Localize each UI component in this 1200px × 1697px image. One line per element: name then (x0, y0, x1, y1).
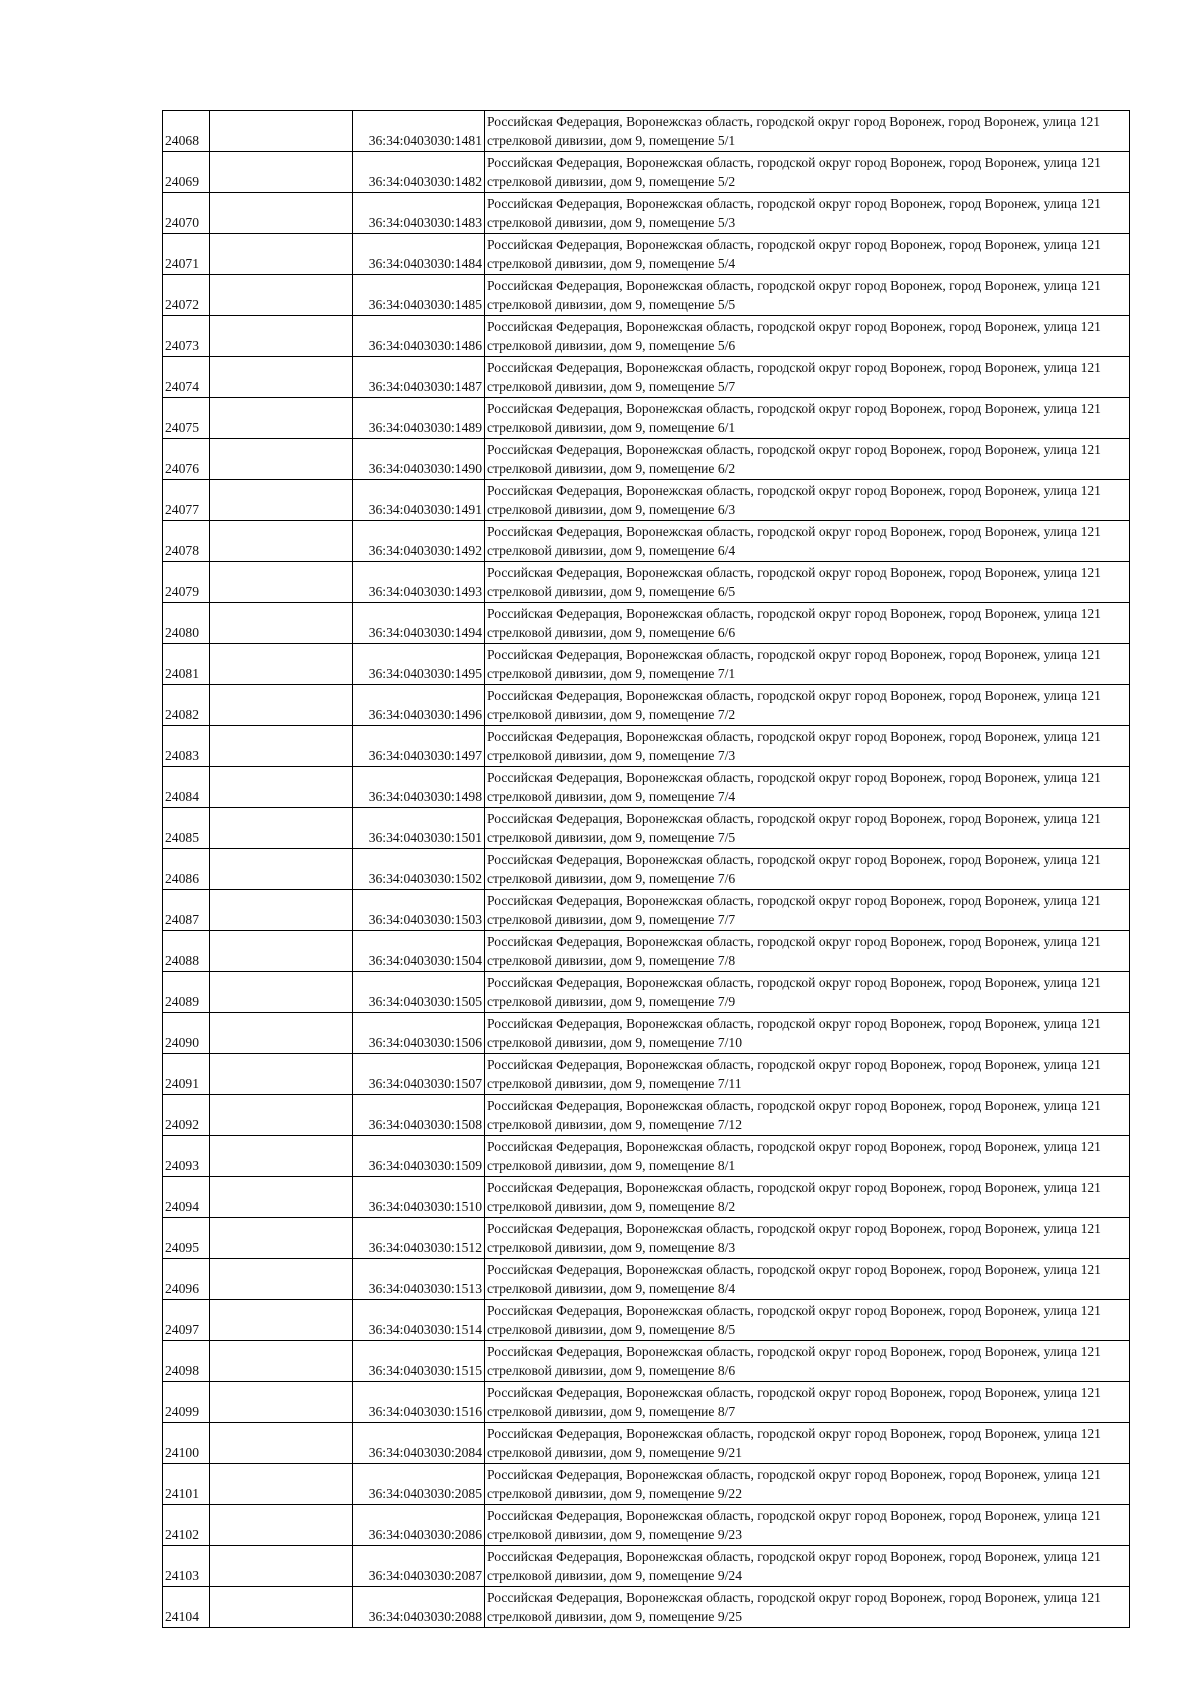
empty-cell (210, 849, 353, 890)
address-cell (485, 1464, 1130, 1505)
address-cell (485, 1259, 1130, 1300)
address-cell (485, 1095, 1130, 1136)
room-number: 7/3 (717, 748, 736, 763)
cadastral-number-cell: 36:34:0403030:1484 (353, 234, 485, 275)
table-row (163, 1505, 1130, 1546)
room-number: 8/7 (717, 1404, 736, 1419)
cadastral-number-cell: 36:34:0403030:1501 (353, 808, 485, 849)
row-number-cell: 24103 (163, 1546, 210, 1587)
cadastral-number-cell: 36:34:0403030:2085 (353, 1464, 485, 1505)
cadastral-number-cell: 36:34:0403030:1512 (353, 1218, 485, 1259)
address-cell (485, 234, 1130, 275)
cadastral-number-cell: 36:34:0403030:1489 (353, 398, 485, 439)
room-number: 7/9 (717, 994, 736, 1009)
room-number: 8/6 (717, 1363, 736, 1378)
room-number: 9/24 (717, 1568, 743, 1583)
address-text: Российская Федерация, Воронежская область, городской округ город Воронеж, город Воронеж, улица 121 стрелковой дивизии, дом 9, помещение (487, 1221, 1101, 1255)
cadastral-number-cell: 36:34:0403030:2087 (353, 1546, 485, 1587)
address-cell (485, 603, 1130, 644)
room-number: 7/8 (717, 953, 736, 968)
row-number-cell: 24071 (163, 234, 210, 275)
empty-cell (210, 398, 353, 439)
address-cell (485, 644, 1130, 685)
table-row (163, 357, 1130, 398)
row-number-cell: 24074 (163, 357, 210, 398)
row-number-cell: 24070 (163, 193, 210, 234)
room-number: 7/4 (717, 789, 736, 804)
cadastral-number-cell: 36:34:0403030:2084 (353, 1423, 485, 1464)
address-text: Российская Федерация, Воронежская область, городской округ город Воронеж, город Воронеж, улица 121 стрелковой дивизии, дом 9, помещение (487, 934, 1101, 968)
row-number-cell: 24082 (163, 685, 210, 726)
address-text: Российская Федерация, Воронежская область, городской округ город Воронеж, город Воронеж, улица 121 стрелковой дивизии, дом 9, помещение (487, 1139, 1101, 1173)
cadastral-number-cell: 36:34:0403030:1497 (353, 726, 485, 767)
cadastral-number-cell: 36:34:0403030:1514 (353, 1300, 485, 1341)
empty-cell (210, 152, 353, 193)
address-cell (485, 1505, 1130, 1546)
cadastral-number-cell: 36:34:0403030:1502 (353, 849, 485, 890)
table-row (163, 1300, 1130, 1341)
empty-cell (210, 1218, 353, 1259)
cadastral-number-cell: 36:34:0403030:1513 (353, 1259, 485, 1300)
address-cell (485, 808, 1130, 849)
room-number: 8/4 (717, 1281, 736, 1296)
row-number-cell: 24088 (163, 931, 210, 972)
row-number-cell: 24091 (163, 1054, 210, 1095)
table-row (163, 726, 1130, 767)
address-cell (485, 521, 1130, 562)
table-row (163, 562, 1130, 603)
room-number: 6/6 (717, 625, 736, 640)
row-number-cell: 24087 (163, 890, 210, 931)
address-cell (485, 1587, 1130, 1628)
table-row (163, 275, 1130, 316)
address-cell (485, 398, 1130, 439)
table-row (163, 1423, 1130, 1464)
address-text: Российская Федерация, Воронежская область, городской округ город Воронеж, город Воронеж, улица 121 стрелковой дивизии, дом 9, помещение (487, 688, 1101, 722)
table-row (163, 1218, 1130, 1259)
empty-cell (210, 275, 353, 316)
cadastral-number-cell: 36:34:0403030:2086 (353, 1505, 485, 1546)
address-cell (485, 316, 1130, 357)
address-cell (485, 890, 1130, 931)
address-cell (485, 767, 1130, 808)
cadastral-number-cell: 36:34:0403030:1510 (353, 1177, 485, 1218)
address-cell (485, 1382, 1130, 1423)
row-number-cell: 24073 (163, 316, 210, 357)
empty-cell (210, 1013, 353, 1054)
address-text: Российская Федерация, Воронежская область, городской округ город Воронеж, город Воронеж, улица 121 стрелковой дивизии, дом 9, помещение (487, 975, 1101, 1009)
cadastral-number-cell: 36:34:0403030:1491 (353, 480, 485, 521)
address-cell (485, 685, 1130, 726)
empty-cell (210, 726, 353, 767)
address-text: Российская Федерация, Воронежская область, городской округ город Воронеж, город Воронеж, улица 121 стрелковой дивизии, дом 9, помещение (487, 852, 1101, 886)
room-number: 8/2 (717, 1199, 736, 1214)
address-cell (485, 1300, 1130, 1341)
table-row (163, 1054, 1130, 1095)
address-text: Российская Федерация, Воронежская область, городской округ город Воронеж, город Воронеж, улица 121 стрелковой дивизии, дом 9, помещение (487, 1262, 1101, 1296)
room-number: 7/6 (717, 871, 736, 886)
row-number-cell: 24089 (163, 972, 210, 1013)
row-number-cell: 24095 (163, 1218, 210, 1259)
room-number: 7/12 (717, 1117, 743, 1132)
empty-cell (210, 603, 353, 644)
row-number-cell: 24084 (163, 767, 210, 808)
empty-cell (210, 111, 353, 152)
room-number: 8/3 (717, 1240, 736, 1255)
row-number-cell: 24094 (163, 1177, 210, 1218)
room-number: 7/11 (717, 1076, 742, 1091)
table-row (163, 398, 1130, 439)
table-row (163, 767, 1130, 808)
table-row (163, 890, 1130, 931)
address-text: Российская Федерация, Воронежская область, городской округ город Воронеж, город Воронеж, улица 121 стрелковой дивизии, дом 9, помещение (487, 278, 1101, 312)
room-number: 7/2 (717, 707, 736, 722)
room-number: 6/1 (717, 420, 736, 435)
address-text: Российская Федерация, Воронежская область, городской округ город Воронеж, город Воронеж, улица 121 стрелковой дивизии, дом 9, помещение (487, 319, 1101, 353)
empty-cell (210, 480, 353, 521)
table-row (163, 1013, 1130, 1054)
empty-cell (210, 1464, 353, 1505)
table-row (163, 972, 1130, 1013)
address-text: Российская Федерация, Воронежская область, городской округ город Воронеж, город Воронеж, улица 121 стрелковой дивизии, дом 9, помещение (487, 606, 1101, 640)
address-cell (485, 152, 1130, 193)
address-cell (485, 1054, 1130, 1095)
empty-cell (210, 439, 353, 480)
cadastral-number-cell: 36:34:0403030:1487 (353, 357, 485, 398)
cadastral-number-cell: 36:34:0403030:1509 (353, 1136, 485, 1177)
cadastral-number-cell: 36:34:0403030:1493 (353, 562, 485, 603)
address-text: Российская Федерация, Воронежская область, городской округ город Воронеж, город Воронеж, улица 121 стрелковой дивизии, дом 9, помещение (487, 1467, 1101, 1501)
row-number-cell: 24099 (163, 1382, 210, 1423)
room-number: 6/4 (717, 543, 736, 558)
room-number: 6/3 (717, 502, 736, 517)
row-number-cell: 24083 (163, 726, 210, 767)
cadastral-number-cell: 36:34:0403030:1505 (353, 972, 485, 1013)
cadastral-number-cell: 36:34:0403030:1495 (353, 644, 485, 685)
address-text: Российская Федерация, Воронежская область, городской округ город Воронеж, город Воронеж, улица 121 стрелковой дивизии, дом 9, помещение (487, 401, 1101, 435)
address-text: Российская Федерация, Воронежская область, городской округ город Воронеж, город Воронеж, улица 121 стрелковой дивизии, дом 9, помещение (487, 1303, 1101, 1337)
address-text: Российская Федерация, Воронежская область, городской округ город Воронеж, город Воронеж, улица 121 стрелковой дивизии, дом 9, помещение (487, 1098, 1101, 1132)
table-row (163, 1546, 1130, 1587)
row-number-cell: 24085 (163, 808, 210, 849)
cadastral-number-cell: 36:34:0403030:1490 (353, 439, 485, 480)
address-cell (485, 1218, 1130, 1259)
room-number: 9/21 (717, 1445, 743, 1460)
cadastral-number-cell: 36:34:0403030:1504 (353, 931, 485, 972)
room-number: 9/23 (717, 1527, 743, 1542)
room-number: 8/5 (717, 1322, 736, 1337)
registry-rows (163, 111, 1130, 1628)
address-cell (485, 439, 1130, 480)
address-text: Российская Федерация, Воронежская область, городской округ город Воронеж, город Воронеж, улица 121 стрелковой дивизии, дом 9, помещение (487, 1344, 1101, 1378)
room-number: 6/2 (717, 461, 736, 476)
address-cell (485, 357, 1130, 398)
address-cell (485, 480, 1130, 521)
room-number: 9/25 (717, 1609, 743, 1624)
cadastral-number-cell: 36:34:0403030:1506 (353, 1013, 485, 1054)
table-row (163, 685, 1130, 726)
empty-cell (210, 521, 353, 562)
table-row (163, 644, 1130, 685)
address-text: Российская Федерация, Воронежская область, городской округ город Воронеж, город Воронеж, улица 121 стрелковой дивизии, дом 9, помещение (487, 1508, 1101, 1542)
address-text: Российская Федерация, Воронежская область, городской округ город Воронеж, город Воронеж, улица 121 стрелковой дивизии, дом 9, помещение (487, 1549, 1101, 1583)
address-cell (485, 1546, 1130, 1587)
room-number: 7/7 (717, 912, 736, 927)
room-number: 5/3 (717, 215, 736, 230)
row-number-cell: 24069 (163, 152, 210, 193)
address-cell (485, 1136, 1130, 1177)
address-text: Российская Федерация, Воронежская область, городской округ город Воронеж, город Воронеж, улица 121 стрелковой дивизии, дом 9, помещение (487, 360, 1101, 394)
address-text: Российская Федерация, Воронежская область, городской округ город Воронеж, город Воронеж, улица 121 стрелковой дивизии, дом 9, помещение (487, 1057, 1101, 1091)
table-row (163, 1136, 1130, 1177)
empty-cell (210, 1136, 353, 1177)
table-row (163, 931, 1130, 972)
address-cell (485, 193, 1130, 234)
address-cell (485, 275, 1130, 316)
empty-cell (210, 808, 353, 849)
empty-cell (210, 193, 353, 234)
row-number-cell: 24081 (163, 644, 210, 685)
cadastral-number-cell: 36:34:0403030:1498 (353, 767, 485, 808)
row-number-cell: 24072 (163, 275, 210, 316)
empty-cell (210, 1300, 353, 1341)
empty-cell (210, 1095, 353, 1136)
table-row (163, 1177, 1130, 1218)
row-number-cell: 24092 (163, 1095, 210, 1136)
table-row (163, 1259, 1130, 1300)
address-text: Российская Федерация, Воронежская область, городской округ город Воронеж, город Воронеж, улица 121 стрелковой дивизии, дом 9, помещение (487, 893, 1101, 927)
empty-cell (210, 931, 353, 972)
cadastral-number-cell: 36:34:0403030:1485 (353, 275, 485, 316)
address-text: Российская Федерация, Воронежская область, городской округ город Воронеж, город Воронеж, улица 121 стрелковой дивизии, дом 9, помещение (487, 770, 1101, 804)
address-text: Российская Федерация, Воронежская область, городской округ город Воронеж, город Воронеж, улица 121 стрелковой дивизии, дом 9, помещение (487, 1016, 1101, 1050)
empty-cell (210, 1177, 353, 1218)
address-text: Российская Федерация, Воронежская область, городской округ город Воронеж, город Воронеж, улица 121 стрелковой дивизии, дом 9, помещение (487, 1180, 1101, 1214)
room-number: 9/22 (717, 1486, 743, 1501)
cadastral-number-cell: 36:34:0403030:1503 (353, 890, 485, 931)
address-text: Российская Федерация, Воронежская область, городской округ город Воронеж, город Воронеж, улица 121 стрелковой дивизии, дом 9, помещение (487, 647, 1101, 681)
row-number-cell: 24068 (163, 111, 210, 152)
row-number-cell: 24086 (163, 849, 210, 890)
address-text: Российская Федерация, Воронежская область, городской округ город Воронеж, город Воронеж, улица 121 стрелковой дивизии, дом 9, помещение (487, 1385, 1101, 1419)
address-cell (485, 1177, 1130, 1218)
room-number: 5/2 (717, 174, 736, 189)
empty-cell (210, 1382, 353, 1423)
cadastral-number-cell: 36:34:0403030:1483 (353, 193, 485, 234)
row-number-cell: 24100 (163, 1423, 210, 1464)
address-text: Российская Федерация, Воронежская область, городской округ город Воронеж, город Воронеж, улица 121 стрелковой дивизии, дом 9, помещение (487, 237, 1101, 271)
address-cell (485, 1013, 1130, 1054)
table-row (163, 808, 1130, 849)
room-number: 7/10 (717, 1035, 743, 1050)
empty-cell (210, 1505, 353, 1546)
address-text: Российская Федерация, Воронежская область, городской округ город Воронеж, город Воронеж, улица 121 стрелковой дивизии, дом 9, помещение (487, 729, 1101, 763)
empty-cell (210, 890, 353, 931)
row-number-cell: 24098 (163, 1341, 210, 1382)
table-row (163, 1464, 1130, 1505)
address-text: Российская Федерация, Воронежская область, городской округ город Воронеж, город Воронеж, улица 121 стрелковой дивизии, дом 9, помещение (487, 1426, 1101, 1460)
address-text: Российская Федерация, Воронежсказ область, городской округ город Воронеж, город Воронеж, улица 121 стрелковой дивизии, дом 9, помещение (487, 114, 1101, 148)
address-cell (485, 849, 1130, 890)
cadastral-number-cell: 36:34:0403030:1482 (353, 152, 485, 193)
address-text: Российская Федерация, Воронежская область, городской округ город Воронеж, город Воронеж, улица 121 стрелковой дивизии, дом 9, помещение (487, 196, 1101, 230)
room-number: 5/5 (717, 297, 736, 312)
row-number-cell: 24101 (163, 1464, 210, 1505)
address-cell (485, 1341, 1130, 1382)
room-number: 7/1 (717, 666, 736, 681)
row-number-cell: 24102 (163, 1505, 210, 1546)
address-text: Российская Федерация, Воронежская область, городской округ город Воронеж, город Воронеж, улица 121 стрелковой дивизии, дом 9, помещение (487, 155, 1101, 189)
row-number-cell: 24090 (163, 1013, 210, 1054)
empty-cell (210, 562, 353, 603)
room-number: 8/1 (717, 1158, 736, 1173)
cadastral-number-cell: 36:34:0403030:1492 (353, 521, 485, 562)
cadastral-number-cell: 36:34:0403030:1508 (353, 1095, 485, 1136)
empty-cell (210, 972, 353, 1013)
cadastral-number-cell: 36:34:0403030:1486 (353, 316, 485, 357)
empty-cell (210, 1341, 353, 1382)
row-number-cell: 24104 (163, 1587, 210, 1628)
room-number: 5/1 (717, 133, 736, 148)
table-row (163, 1587, 1130, 1628)
empty-cell (210, 1259, 353, 1300)
row-number-cell: 24096 (163, 1259, 210, 1300)
table-row (163, 193, 1130, 234)
table-row (163, 480, 1130, 521)
empty-cell (210, 644, 353, 685)
cadastral-number-cell: 36:34:0403030:1515 (353, 1341, 485, 1382)
address-text: Российская Федерация, Воронежская область, городской округ город Воронеж, город Воронеж, улица 121 стрелковой дивизии, дом 9, помещение (487, 811, 1101, 845)
address-cell (485, 931, 1130, 972)
cadastral-number-cell: 36:34:0403030:1496 (353, 685, 485, 726)
address-text: Российская Федерация, Воронежская область, городской округ город Воронеж, город Воронеж, улица 121 стрелковой дивизии, дом 9, помещение (487, 565, 1101, 599)
room-number: 7/5 (717, 830, 736, 845)
address-cell (485, 111, 1130, 152)
table-row (163, 849, 1130, 890)
room-number: 6/5 (717, 584, 736, 599)
empty-cell (210, 357, 353, 398)
address-text: Российская Федерация, Воронежская область, городской округ город Воронеж, город Воронеж, улица 121 стрелковой дивизии, дом 9, помещение (487, 483, 1101, 517)
address-cell (485, 1423, 1130, 1464)
empty-cell (210, 685, 353, 726)
empty-cell (210, 1546, 353, 1587)
table-row (163, 111, 1130, 152)
registry-table (162, 110, 1130, 1628)
cadastral-number-cell: 36:34:0403030:1507 (353, 1054, 485, 1095)
room-number: 5/4 (717, 256, 736, 271)
row-number-cell: 24078 (163, 521, 210, 562)
address-cell (485, 726, 1130, 767)
row-number-cell: 24079 (163, 562, 210, 603)
table-row (163, 1341, 1130, 1382)
table-row (163, 439, 1130, 480)
empty-cell (210, 767, 353, 808)
row-number-cell: 24080 (163, 603, 210, 644)
table-row (163, 521, 1130, 562)
address-cell (485, 972, 1130, 1013)
address-text: Российская Федерация, Воронежская область, городской округ город Воронеж, город Воронеж, улица 121 стрелковой дивизии, дом 9, помещение (487, 442, 1101, 476)
empty-cell (210, 1054, 353, 1095)
cadastral-number-cell: 36:34:0403030:1494 (353, 603, 485, 644)
table-row (163, 1095, 1130, 1136)
empty-cell (210, 316, 353, 357)
row-number-cell: 24093 (163, 1136, 210, 1177)
cadastral-number-cell: 36:34:0403030:2088 (353, 1587, 485, 1628)
row-number-cell: 24076 (163, 439, 210, 480)
table-row (163, 1382, 1130, 1423)
cadastral-number-cell: 36:34:0403030:1481 (353, 111, 485, 152)
address-text: Российская Федерация, Воронежская область, городской округ город Воронеж, город Воронеж, улица 121 стрелковой дивизии, дом 9, помещение (487, 524, 1101, 558)
address-text: Российская Федерация, Воронежская область, городской округ город Воронеж, город Воронеж, улица 121 стрелковой дивизии, дом 9, помещение (487, 1590, 1101, 1624)
row-number-cell: 24075 (163, 398, 210, 439)
empty-cell (210, 234, 353, 275)
table-row (163, 152, 1130, 193)
table-row (163, 234, 1130, 275)
table-row (163, 316, 1130, 357)
row-number-cell: 24077 (163, 480, 210, 521)
empty-cell (210, 1423, 353, 1464)
address-cell (485, 562, 1130, 603)
cadastral-number-cell: 36:34:0403030:1516 (353, 1382, 485, 1423)
room-number: 5/7 (717, 379, 736, 394)
room-number: 5/6 (717, 338, 736, 353)
empty-cell (210, 1587, 353, 1628)
row-number-cell: 24097 (163, 1300, 210, 1341)
table-row (163, 603, 1130, 644)
